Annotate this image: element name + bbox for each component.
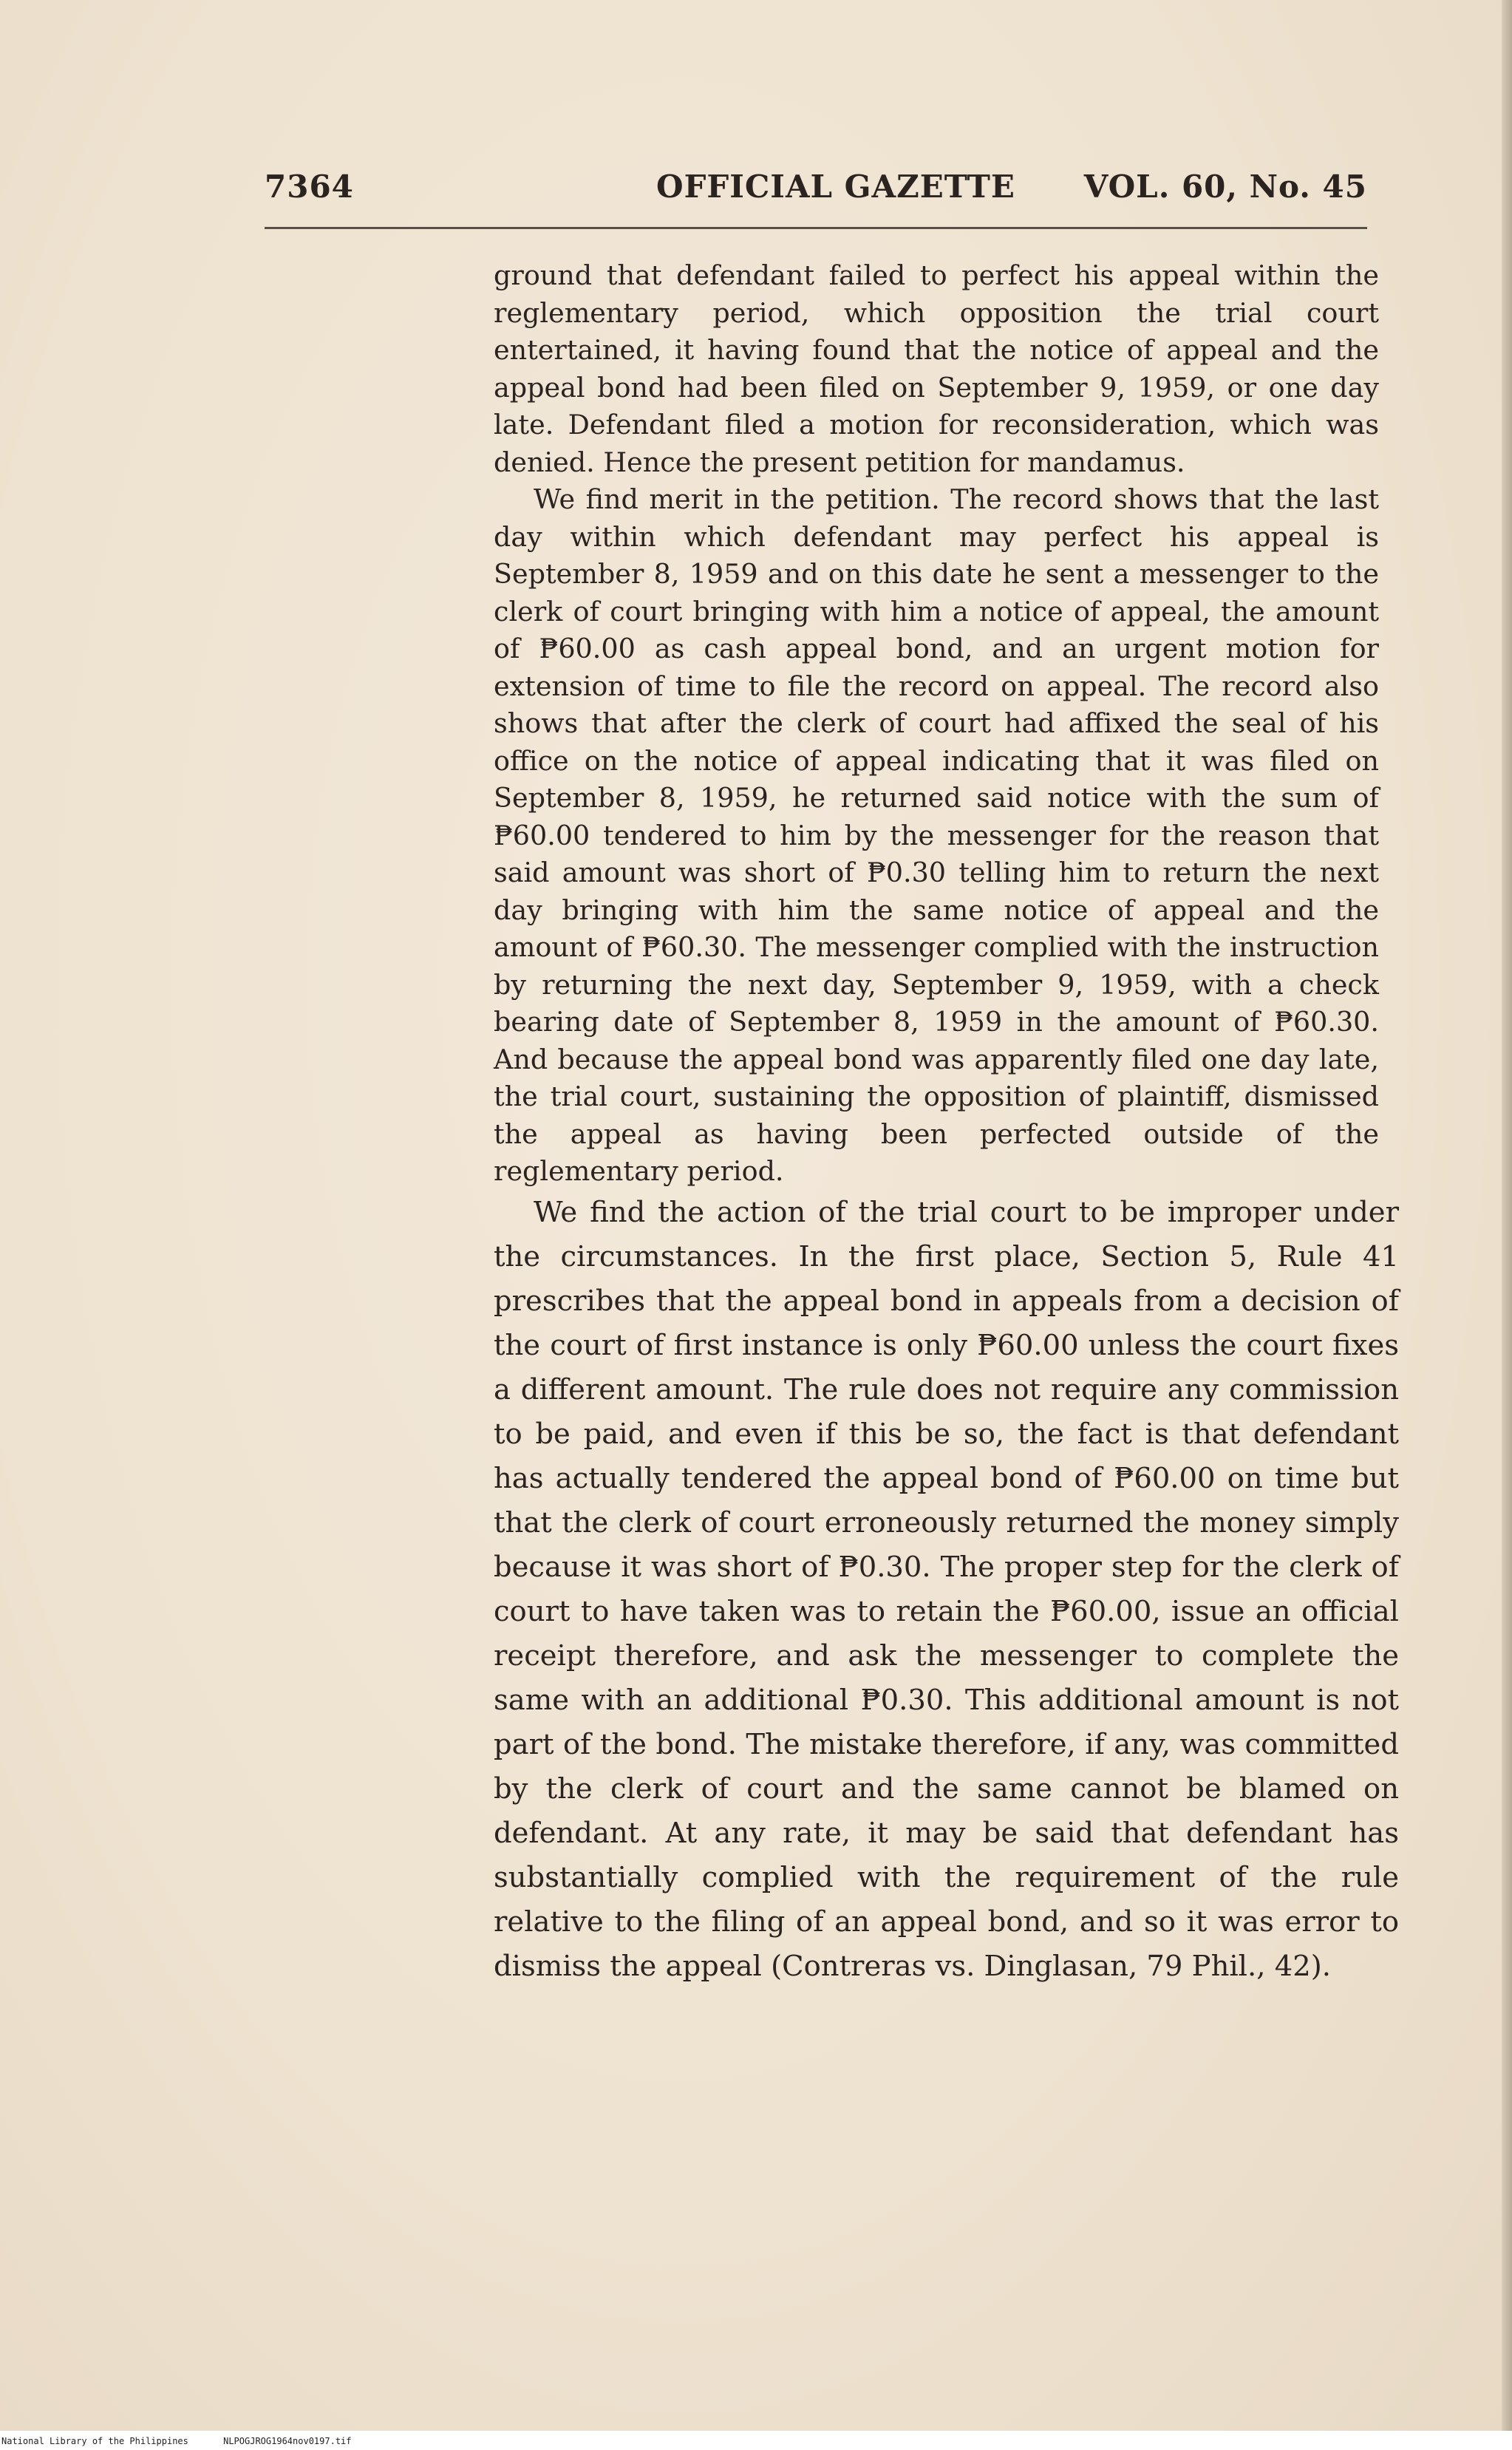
paragraph-3: We find the action of the trial court to be improper under the circumstances. In the first place, Section 5, Rule 41 prescribes that the appeal bond in appeals from a decision of the court of first instance is only ₱60.00 unless the court fixes a different amount. The rule does not require any commission to be paid, and even if this be so, the fact is that defendant has actually tendered the appeal bond of ₱60.00 on time but that the clerk of court erroneously returned the money simply because it was short of ₱0.30. The proper step for the clerk of court to have taken was to retain the ₱60.00, issue an official receipt therefore, and ask the messenger to complete the same with an additional ₱0.30. This additional amount is not part of the bond. The mistake therefore, if any, was committed by the clerk of court and the same cannot be blamed on defendant. At any rate, it may be said that defendant has substantially complied with the requirement of the rule relative to the filing of an appeal bond, and so it was error to dismiss the appeal (Contreras vs. Dinglasan, 79 Phil., 42). [494, 1195, 1399, 1983]
header-rule [265, 227, 1367, 229]
file-name: NLPOGJROG1964nov0197.tif [223, 2436, 352, 2446]
page-edge [1502, 0, 1512, 2450]
page-number: 7364 [265, 169, 354, 205]
volume-number: VOL. 60, No. 45 [1083, 169, 1367, 205]
body-text [494, 257, 1399, 1989]
running-header [265, 169, 1367, 213]
scan-footer [1, 2436, 381, 2446]
library-name: National Library of the Philippines [1, 2436, 188, 2446]
paragraph-1: ground that defendant failed to perfect his appeal within the reglementary period, which opposition the trial court entertained, it having found that the notice of appeal and the appeal bond had been filed on September 9, 1959, or one day late. Defendant filed a motion for reconsideration, which was denied. Hence the present petition for mandamus. [494, 259, 1379, 478]
publication-title: OFFICIAL GAZETTE [656, 169, 1015, 205]
paragraph-2: We find merit in the petition. The record shows that the last day within which defendant may perfect his appeal is September 8, 1959 and on this date he sent a messenger to the clerk of court bringing with him a notice of appeal, the amount of ₱60.00 as cash appeal bond, and an urgent motion for extension of time to file the record on appeal. The record also shows that after the clerk of court had affixed the seal of his office on the notice of appeal indicating that it was filed on September 8, 1959, he returned said notice with the sum of ₱60.00 tendered to him by the messenger for the reason that said amount was short of ₱0.30 telling him to return the next day bringing with him the same notice of appeal and the amount of ₱60.30. The messenger complied with the instruction by returning the next day, September 9, 1959, with a check bearing date of September 8, 1959 in the amount of ₱60.30. And because the appeal bond was apparently filed one day late, the trial court, sustaining the opposition of plaintiff, dismissed the appeal as having been perfected outside of the reglementary period. [494, 483, 1379, 1187]
